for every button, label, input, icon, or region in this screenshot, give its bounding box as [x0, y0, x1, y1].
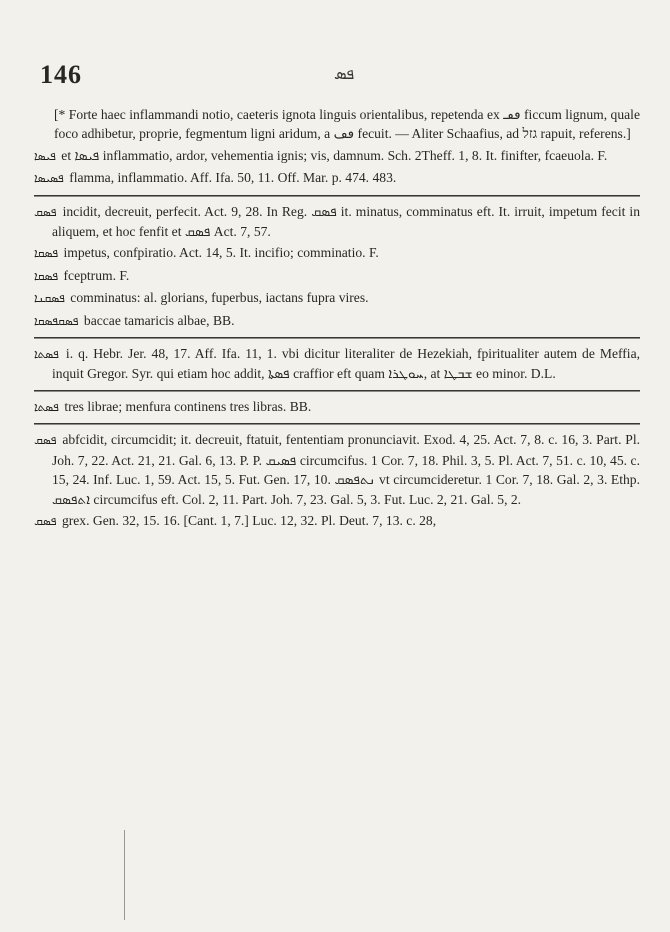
syriac-headword: ܦܣܩܐ: [34, 246, 59, 261]
entry-incidit: [34, 202, 640, 242]
entry-text: fceptrum. F.: [63, 267, 130, 283]
syriac-headword: ܦܣܩ: [34, 433, 57, 448]
running-head: ܦܣ: [334, 66, 355, 83]
entry-text: impetus, confpiratio. Act. 14, 5. It. incifio; comminatio. F.: [63, 245, 379, 261]
entry-hebr: [34, 344, 640, 384]
entry-flamma: [34, 168, 640, 188]
entry-text: incidit, decreuit, perfecit. Act. 9, 28. In Reg. ܦܣܩ it. minatus, comminatus eft. It. irruit, impetum fecit in aliquem, et hoc fenfit et ܦܣܩ Act. 7, 57.: [52, 203, 640, 240]
entry-text: et ܦܝܣܐ inflammatio, ardor, vehementia ignis; vis, damnum. Sch. 2Theff. 1, 8. It. finifter, fcaeuola. F.: [61, 147, 608, 163]
entry-abscidit: [34, 430, 640, 509]
dictionary-body: [34, 105, 640, 533]
syriac-headword: ܦܝܣܐ: [34, 148, 56, 163]
entry-impetus: [34, 243, 640, 263]
syriac-headword: ܦܣܩܢܐ: [34, 291, 65, 306]
entry-pisa: [34, 146, 640, 166]
section-divider: [34, 423, 640, 425]
syriac-headword: ܦܣܩܦܣܩܐ: [34, 313, 79, 328]
syriac-headword: ܦܣܬܐ: [34, 399, 59, 414]
page-number: 146: [40, 60, 82, 89]
entry-sceptrum: [34, 266, 640, 286]
entry-text: tres librae; menfura continens tres libras. BB.: [64, 398, 312, 414]
entry-text: baccae tamaricis albae, BB.: [83, 312, 235, 328]
entry-text: flamma, inflammatio. Aff. Ifa. 50, 11. Off. Mar. p. 474. 483.: [69, 170, 397, 186]
entry-text: i. q. Hebr. Jer. 48, 17. Aff. Ifa. 11, 1. vbi dicitur literaliter de Hezekiah, fpiritualiter autem de Meffia, inquit Gregor. Syr. qui etiam hoc addit, ܦܣܬܐ craffior eft quam ܚܘܛܪܐ, at ܫܒܛܐ eo minor. D.L.: [52, 346, 640, 382]
entry-text: abfcidit, circumcidit; it. decreuit, ftatuit, fententiam pronunciavit. Exod. 4, 25. Act. 7, 8. c. 16, 3. Part. Pl. Joh. 7, 22. Act. 21, 21. Gal. 6, 13. P. P. ܦܣܝܩ circumcifus. 1 Cor. 7, 18. Phil. 3, 5. Pl. Act. 7, 51. c. 10, 45. c. 15, 24. Inf. Luc. 1, 59. Act. 15, 5. Fut. Gen. 17, 10. ܢܬܦܣܩ vt circumcideretur. 1 Cor. 7, 18. Gal. 2, 3. Ethp. ܐܬܦܣܩ circumcifus eft. Col. 2, 11. Part. Joh. 7, 23. Gal. 5, 3. Fut. Luc. 2, 21. Gal. 5, 2.: [52, 432, 640, 507]
section-divider: [34, 195, 640, 197]
entry-comminatus: [34, 288, 640, 308]
entry-tres-librae: [34, 397, 640, 417]
syriac-headword: ܦܣܬܐ: [34, 347, 59, 362]
section-divider: [34, 337, 640, 339]
margin-line: [124, 830, 125, 920]
entry-grex: [34, 511, 640, 531]
syriac-headword: ܦܣܩ: [34, 204, 57, 219]
entry-text: grex. Gen. 32, 15. 16. [Cant. 1, 7.] Luc. 12, 32. Pl. Deut. 7, 13. c. 28,: [61, 512, 437, 528]
syriac-headword: ܦܣܩܐ: [34, 268, 59, 283]
entry-text: comminatus: al. glorians, fuperbus, iactans fupra vires.: [70, 290, 369, 306]
entry-note-forte: [* Forte haec inflammandi notio, caeteris ignota linguis orientalibus, repetenda ex ڡڡـ ficcum lignum, quale foco adhibetur, proprie, fegmentum ligni aridum, a ڡڡ fecuit. — Aliter Schaafius, ad גזל rapuit, referens.]: [54, 107, 640, 142]
section-divider: [34, 390, 640, 392]
syriac-headword: ܦܣܩ: [34, 513, 57, 528]
syriac-headword: ܦܣܝܣܐ: [34, 171, 64, 186]
entry-baccae: [34, 311, 640, 331]
